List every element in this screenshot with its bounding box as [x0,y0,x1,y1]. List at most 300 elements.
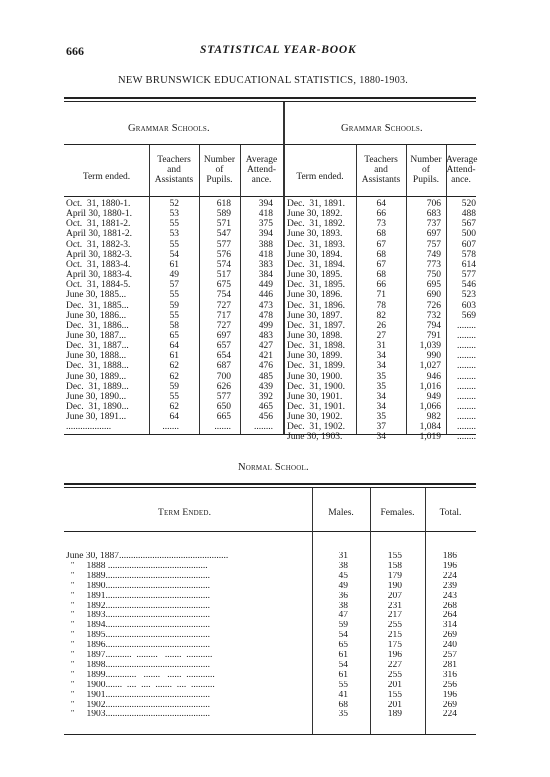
table-row-attendance: 421 [258,351,273,362]
table-row-teachers: 34 [376,402,386,412]
table-row-attendance: 427 [258,341,273,352]
table-row-term: Oct. 31, 1881-2. [66,219,131,230]
table-row-term: " 1902............................................ [66,700,211,710]
col-header-attendance-line: ance. [451,175,471,185]
table-row-attendance: 499 [258,320,273,331]
table-row-pupils: 700 [216,371,231,382]
col-header-pupils-line: Number [203,155,236,165]
table-row-teachers: 67 [376,239,386,250]
table-row-term: " 1898............................................ [66,660,211,670]
table-row-term: June 30, 1901. [287,391,343,402]
table-row-total: 264 [442,611,457,621]
table-row-attendance: 523 [461,290,476,301]
table-row-females: 255 [387,670,402,680]
table-row-term: Oct. 31, 1882-3. [66,239,131,250]
table-row-pupils: 727 [216,300,231,311]
table-row-teachers: 34 [376,391,386,402]
table-row-pupils: 773 [426,259,441,270]
col-header-pupils [199,155,240,185]
table-row-attendance: 418 [258,249,273,260]
grammar-center-vline [283,102,285,434]
table-row-teachers: 55 [169,239,179,250]
table-row-attendance: 488 [461,209,476,220]
table-row-term: " 1894............................................ [66,621,211,631]
table-row-teachers: 55 [169,391,179,402]
table-row-term: " 1903............................................ [66,710,211,720]
table-row-total: 257 [442,651,457,660]
col-header-teachers-line: and [374,165,388,175]
table-row-total: 240 [442,641,457,651]
table-row-term: Dec. 31, 1901. [287,402,346,412]
table-row-attendance: 485 [258,371,273,382]
table-row-males: 61 [338,651,348,660]
table-row-females: 255 [387,621,402,631]
table-row-attendance: 476 [258,361,273,372]
table-row-pupils: 690 [426,290,441,301]
table-row-attendance: 465 [258,402,273,412]
table-row-total: 314 [442,621,457,631]
table-row-pupils: 1,039 [419,341,441,352]
table-row-term: ................... [66,422,112,433]
table-row-teachers: 71 [376,290,386,301]
table-row-attendance: 567 [461,219,476,230]
table-row-attendance: ........ [457,351,476,362]
table-row-females: 207 [387,591,402,601]
table-row-pupils: 726 [426,300,441,311]
table-row-attendance: 384 [258,270,273,281]
table-row-pupils: 717 [216,310,231,321]
table-row-attendance: 388 [258,239,273,250]
table-row-males: 55 [338,680,348,690]
table-row-term: Dec. 31, 1902. [287,422,346,433]
table-row-females: 179 [387,571,402,581]
table-row-teachers: 64 [169,412,179,423]
table-row-term: Dec. 31, 1894. [287,259,346,270]
table-row-teachers: 26 [376,320,386,331]
table-row-term: Dec. 31, 1888... [66,361,129,372]
normal-col-header-total: Total. [439,508,462,518]
table-row-females: 158 [387,561,402,571]
table-row-pupils: 732 [426,310,441,321]
table-row-term: June 30, 1902. [287,412,343,423]
table-row-males: 45 [338,571,348,581]
table-row-total: 268 [442,601,457,611]
col-header-pupils-line: Number [410,155,442,165]
table-row-teachers: 35 [376,381,386,392]
table-row-total: 196 [442,690,457,700]
table-row-term: " 1897........... ......... ....... ........... [66,651,213,660]
table-row-attendance: ........ [457,391,476,402]
table-row-attendance: ........ [457,381,476,392]
table-row-males: 38 [338,561,348,571]
col-header-pupils-line: of [422,165,430,175]
col-header-attendance-line: Average [446,155,478,165]
col-header-teachers [356,155,406,185]
table-row-term: " 1892............................................ [66,601,211,611]
col-header-pupils-line: Pupils. [412,175,440,185]
normal-col-header-term: Term Ended. [158,508,212,518]
table-row-total: 269 [442,631,457,641]
table-row-males: 36 [338,591,348,601]
table-row-pupils: 687 [216,361,231,372]
table-row-attendance: 383 [258,259,273,270]
table-row-pupils: 650 [216,402,231,412]
table-row-term: April 30, 1881-2. [66,229,132,240]
col-header-pupils-line: Pupils. [206,175,233,185]
table-row-teachers: 61 [169,351,179,362]
table-row-term: Dec. 31, 1892. [287,219,346,230]
table-row-attendance: ........ [457,432,476,443]
col-header-teachers-line: Teachers [364,155,398,165]
table-row-pupils: 626 [216,381,231,392]
grammar-right-heading: Grammar Schools. [341,123,423,134]
table-row-teachers: 31 [376,341,386,352]
table-row-males: 49 [338,581,348,591]
table-row-term: Dec. 31, 1886... [66,320,129,331]
table-row-teachers: 55 [169,310,179,321]
table-row-males: 65 [338,641,348,651]
table-row-teachers: 61 [169,259,179,270]
table-row-total: 196 [442,561,457,571]
table-row-attendance: 569 [461,310,476,321]
table-row-attendance: ........ [457,361,476,372]
table-row-term: " 1890............................................ [66,581,211,591]
table-row-teachers: 53 [169,209,179,220]
table-row-teachers: 59 [169,300,179,311]
table-row-term: Oct. 31, 1883-4. [66,259,131,270]
table-row-males: 47 [338,611,348,621]
table-row-pupils: 589 [216,209,231,220]
table-row-teachers: 64 [376,199,386,209]
table-row-pupils: 547 [216,229,231,240]
table-row-attendance: 392 [258,391,273,402]
col-header-term: Term ended. [82,172,131,182]
table-row-term: June 30, 1891... [66,412,127,423]
table-row-pupils: 618 [216,199,231,209]
table-row-teachers: 73 [376,219,386,230]
table-row-attendance: 500 [461,229,476,240]
table-row-females: 227 [387,660,402,670]
table-row-attendance: 578 [461,249,476,260]
table-row-attendance: 520 [461,199,476,209]
table-row-teachers: 65 [169,330,179,341]
table-row-teachers: 62 [169,402,179,412]
normal-col-header-males: Males. [328,508,354,518]
table-row-term: Dec. 31, 1885... [66,300,129,311]
table-row-pupils: 697 [426,229,441,240]
table-row-teachers: 62 [169,361,179,372]
table-row-term: April 30, 1883-4. [66,270,132,281]
table-row-total: 186 [442,552,457,561]
table-row-pupils: 577 [216,391,231,402]
table-row-teachers: 82 [376,310,386,321]
table-row-males: 35 [338,710,348,720]
table-row-term: Dec. 31, 1891. [287,199,346,209]
grammar-header-rule [64,144,476,145]
col-header-attendance-line: Attend- [246,165,277,175]
table-row-attendance: ........ [457,402,476,412]
table-row-term: June 30, 1897. [287,310,343,321]
table-row-pupils: 1,016 [419,381,441,392]
table-row-term: " 1901............................................ [66,690,211,700]
table-row-term: Dec. 31, 1896. [287,300,346,311]
table-row-term: June 30, 1885... [66,290,127,301]
table-row-pupils: 1,066 [419,402,441,412]
normal-heading: Normal School. [238,462,309,473]
table-row-females: 155 [387,690,402,700]
table-row-pupils: 517 [216,270,231,281]
table-row-teachers: 54 [169,249,179,260]
table-row-total: 243 [442,591,457,601]
table-row-females: 201 [387,700,402,710]
table-row-teachers: 59 [169,381,179,392]
table-row-term: June 30, 1894. [287,249,343,260]
table-row-teachers: 55 [169,219,179,230]
col-header-teachers-line: Assistants [361,175,401,185]
table-row-females: 175 [387,641,402,651]
table-row-pupils: 675 [216,280,231,291]
table-row-teachers: 68 [376,270,386,281]
table-row-males: 31 [338,552,348,561]
table-row-term: " 1888 .......................................... [66,561,208,571]
table-row-term: " 1899............. ....... ...... ............ [66,670,215,680]
title-years: 1880-1903. [359,75,409,86]
table-row-males: 59 [338,621,348,631]
table-row-teachers: 78 [376,300,386,311]
table-row-term: June 30, 1889... [66,371,127,382]
table-row-attendance: 603 [461,300,476,311]
col-header-teachers-line: and [167,165,181,175]
table-row-teachers: 34 [376,432,386,443]
table-row-total: 269 [442,700,457,710]
table-row-attendance: ........ [457,412,476,423]
table-row-males: 61 [338,670,348,680]
table-row-teachers: 68 [376,229,386,240]
table-row-pupils: 574 [216,259,231,270]
table-row-total: 239 [442,581,457,591]
col-header-teachers [149,155,199,185]
title-text: NEW BRUNSWICK EDUCATIONAL STATISTICS, [118,75,357,86]
table-row-teachers: 53 [169,229,179,240]
table-row-attendance: 546 [461,280,476,291]
normal-col-header-females: Females. [380,508,415,518]
table-row-term: " 1893............................................ [66,611,211,621]
table-row-teachers: 58 [169,320,179,331]
table-row-teachers: 64 [169,341,179,352]
table-row-attendance: ........ [457,320,476,331]
table-row-attendance: ........ [457,422,476,433]
table-row-total: 224 [442,571,457,581]
col-header-attendance-line: Average [245,155,278,165]
table-row-attendance: ........ [254,422,273,433]
table-row-term: " 1891............................................ [66,591,211,601]
table-row-attendance: 614 [461,259,476,270]
table-row-teachers: ....... [162,422,179,433]
table-row-teachers: 55 [169,290,179,301]
col-header-attendance-line: Attend- [446,165,476,175]
table-row-pupils: 757 [426,239,441,250]
table-row-pupils: 949 [426,391,441,402]
table-row-females: 196 [387,651,402,660]
table-row-teachers: 57 [169,280,179,291]
table-row-attendance: 607 [461,239,476,250]
table-row-pupils: 657 [216,341,231,352]
table-row-teachers: 68 [376,249,386,260]
table-row-pupils: 665 [216,412,231,423]
table-row-term: " 1895............................................ [66,631,211,641]
table-row-pupils: 749 [426,249,441,260]
table-row-pupils: 737 [426,219,441,230]
running-head: STATISTICAL YEAR-BOOK [200,44,357,56]
table-row-pupils: 1,027 [419,361,441,372]
col-header-teachers-line: Teachers [157,155,191,165]
table-row-term: April 30, 1882-3. [66,249,132,260]
table-row-teachers: 67 [376,259,386,270]
table-row-pupils: 794 [426,320,441,331]
table-row-pupils: 791 [426,330,441,341]
table-row-term: June 30, 1886... [66,310,127,321]
table-row-teachers: 66 [376,280,386,291]
normal-bottom-rule [64,734,476,735]
col-header-pupils-line: of [215,165,224,175]
table-row-pupils: 990 [426,351,441,362]
table-row-males: 54 [338,660,348,670]
table-row-pupils: 754 [216,290,231,301]
table-row-pupils: 683 [426,209,441,220]
table-row-teachers: 49 [169,270,179,281]
table-row-term: " 1900....... .... .... ....... .... .......... [66,680,215,690]
table-row-attendance: 418 [258,209,273,220]
table-row-attendance: 439 [258,381,273,392]
col-header-attendance [240,155,283,185]
table-row-teachers: 35 [376,371,386,382]
grammar-top-rule-thick [64,97,476,99]
table-row-attendance: 478 [258,310,273,321]
table-row-term: Dec. 31, 1900. [287,381,346,392]
table-row-term: June 30, 1887... [66,330,127,341]
table-row-term: Oct. 31, 1880-1. [66,199,131,209]
table-row-teachers: 62 [169,371,179,382]
col-header-pupils [406,155,446,185]
grammar-column-rule [64,196,476,197]
table-row-males: 54 [338,631,348,641]
table-row-term: June 30, 1895. [287,270,343,281]
table-row-attendance: 375 [258,219,273,230]
table-row-term: June 30, 1893. [287,229,343,240]
table-row-attendance: 473 [258,300,273,311]
table-row-males: 68 [338,700,348,710]
table-row-term: Dec. 31, 1897. [287,320,346,331]
table-row-attendance: 449 [258,280,273,291]
table-row-teachers: 66 [376,209,386,220]
table-row-pupils: 654 [216,351,231,362]
table-row-term: June 30, 1899. [287,351,343,362]
table-row-pupils: 571 [216,219,231,230]
table-row-pupils: 577 [216,239,231,250]
table-row-total: 256 [442,680,457,690]
table-row-term: Oct. 31, 1884-5. [66,280,131,291]
table-row-attendance: 446 [258,290,273,301]
table-row-females: 189 [387,710,402,720]
table-row-females: 215 [387,631,402,641]
page-number: 666 [66,44,84,58]
table-row-pupils: 695 [426,280,441,291]
col-header-teachers-line: Assistants [154,175,194,185]
table-row-term: Dec. 31, 1893. [287,239,346,250]
table-row-term: Dec. 31, 1887... [66,341,129,352]
table-row-term: " 1889............................................ [66,571,211,581]
table-row-teachers: 37 [376,422,386,433]
table-row-females: 201 [387,680,402,690]
table-row-pupils: 982 [426,412,441,423]
table-row-attendance: 577 [461,270,476,281]
table-row-attendance: ........ [457,371,476,382]
table-row-teachers: 27 [376,330,386,341]
table-row-attendance: 394 [258,199,273,209]
table-row-pupils: 727 [216,320,231,331]
table-row-total: 281 [442,660,457,670]
table-row-females: 217 [387,611,402,621]
table-row-teachers: 35 [376,412,386,423]
table-row-males: 38 [338,601,348,611]
col-header-attendance-line: ance. [251,175,272,185]
table-row-total: 224 [442,710,457,720]
table-row-females: 155 [387,552,402,561]
table-row-attendance: ........ [457,330,476,341]
table-row-females: 190 [387,581,402,591]
table-row-pupils: ....... [214,422,231,433]
table-row-pupils: 1,084 [419,422,441,433]
table-row-term: June 30, 1888... [66,351,127,362]
table-row-term: June 30, 1903. [287,432,343,443]
page-title [118,75,408,86]
table-row-term: Dec. 31, 1899. [287,361,346,372]
normal-top-rule-thick [64,483,476,485]
table-row-pupils: 1,019 [419,432,441,443]
table-row-term: " 1896............................................ [66,641,211,651]
table-row-teachers: 34 [376,351,386,362]
table-row-term: June 30, 1898. [287,330,343,341]
table-row-teachers: 34 [376,361,386,372]
table-row-pupils: 706 [426,199,441,209]
col-header-term: Term ended. [296,172,344,182]
table-row-pupils: 946 [426,371,441,382]
table-row-term: Dec. 31, 1890... [66,402,129,412]
table-row-term: Dec. 31, 1898. [287,341,346,352]
table-row-males: 41 [338,690,348,700]
table-row-attendance: 394 [258,229,273,240]
table-row-term: June 30, 1900. [287,371,343,382]
table-row-pupils: 697 [216,330,231,341]
table-row-females: 231 [387,601,402,611]
grammar-top-rule-thin [64,101,476,102]
table-row-teachers: 52 [169,199,179,209]
table-row-term: Dec. 31, 1895. [287,280,346,291]
table-row-term: Dec. 31, 1889... [66,381,129,392]
table-row-term: June 30, 1892. [287,209,343,220]
table-row-term: April 30, 1880-1. [66,209,132,220]
grammar-left-heading: Grammar Schools. [128,123,210,134]
table-row-attendance: 456 [258,412,273,423]
table-row-pupils: 750 [426,270,441,281]
normal-header-rule [64,531,476,532]
table-row-pupils: 576 [216,249,231,260]
table-row-attendance: ........ [457,341,476,352]
table-row-term: June 30, 1887.............................................. [66,552,229,561]
table-row-total: 316 [442,670,457,680]
col-header-attendance [446,155,476,185]
table-row-term: June 30, 1896. [287,290,343,301]
